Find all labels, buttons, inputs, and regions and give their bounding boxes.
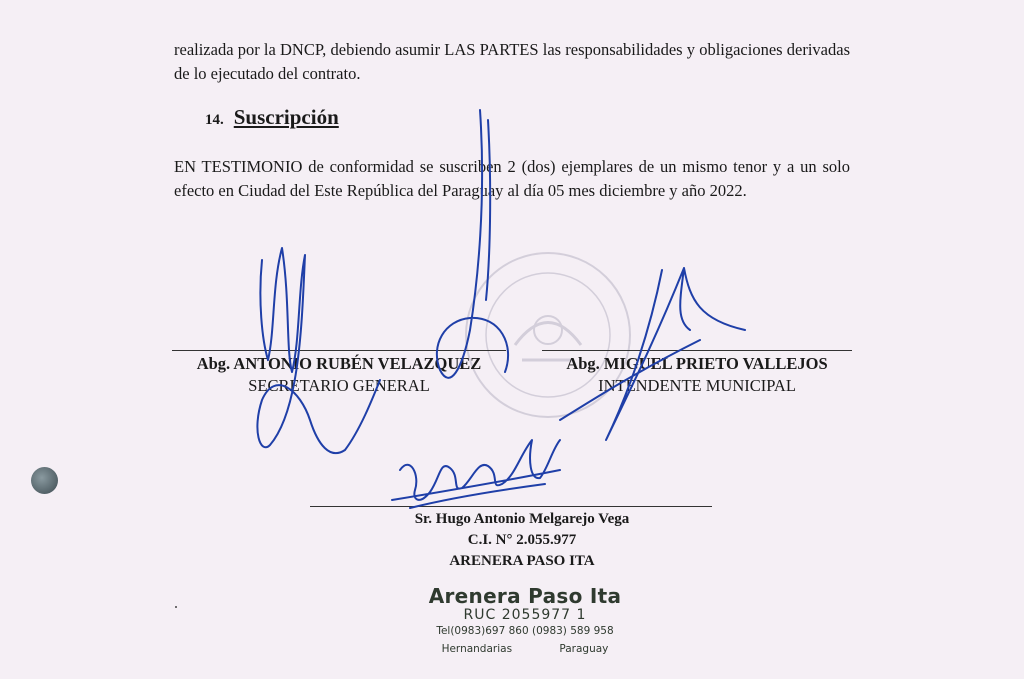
signatory-bottom-name: Sr. Hugo Antonio Melgarejo Vega: [414, 511, 630, 527]
stamp-company-name: Arenera Paso Ita: [428, 584, 622, 608]
signatory-bottom-id: C.I. N° 2.055.977: [467, 532, 577, 548]
stamp-phone: Tel(0983)697 860 (0983) 589 958: [436, 625, 614, 637]
testimony-paragraph: EN TESTIMONIO de conformidad se suscriben 2 (dos) ejemplares de un mismo tenor y a un solo efecto en Ciudad del Este República del Paraguay al día 05 mes diciembre y año 2022.: [174, 157, 850, 200]
stamp-ruc: RUC 2055977 1: [463, 607, 587, 623]
signatory-bottom: [330, 509, 714, 572]
signature-line-right: [542, 350, 852, 351]
section-heading: [205, 104, 339, 131]
signature-line-bottom: [310, 506, 712, 507]
signature-bottom-scribble: [392, 440, 560, 508]
company-stamp: [390, 584, 660, 655]
binder-punch-hole: [31, 467, 58, 494]
signatory-right-role: INTENDENTE MUNICIPAL: [598, 376, 796, 395]
signatory-left-role: SECRETARIO GENERAL: [248, 376, 430, 395]
section-number: 14.: [205, 112, 224, 128]
closing-paragraph: realizada por la DNCP, debiendo asumir LAS PARTES las responsabilidades y obligaciones derivadas de lo ejecutado del contrato.: [174, 40, 850, 83]
signatory-right: [542, 353, 852, 397]
stamp-location: Hernandarias Paraguay: [441, 643, 609, 655]
signatory-bottom-company: ARENERA PASO ITA: [449, 553, 595, 569]
section-title: Suscripción: [233, 105, 339, 129]
signatory-left-name: Abg. ANTONIO RUBÉN VELAZQUEZ: [196, 354, 482, 373]
signature-line-left: [172, 350, 506, 351]
signatory-left: [172, 353, 506, 397]
signatory-right-name: Abg. MIGUEL PRIETO VALLEJOS: [566, 354, 828, 373]
stray-mark: [175, 606, 177, 608]
